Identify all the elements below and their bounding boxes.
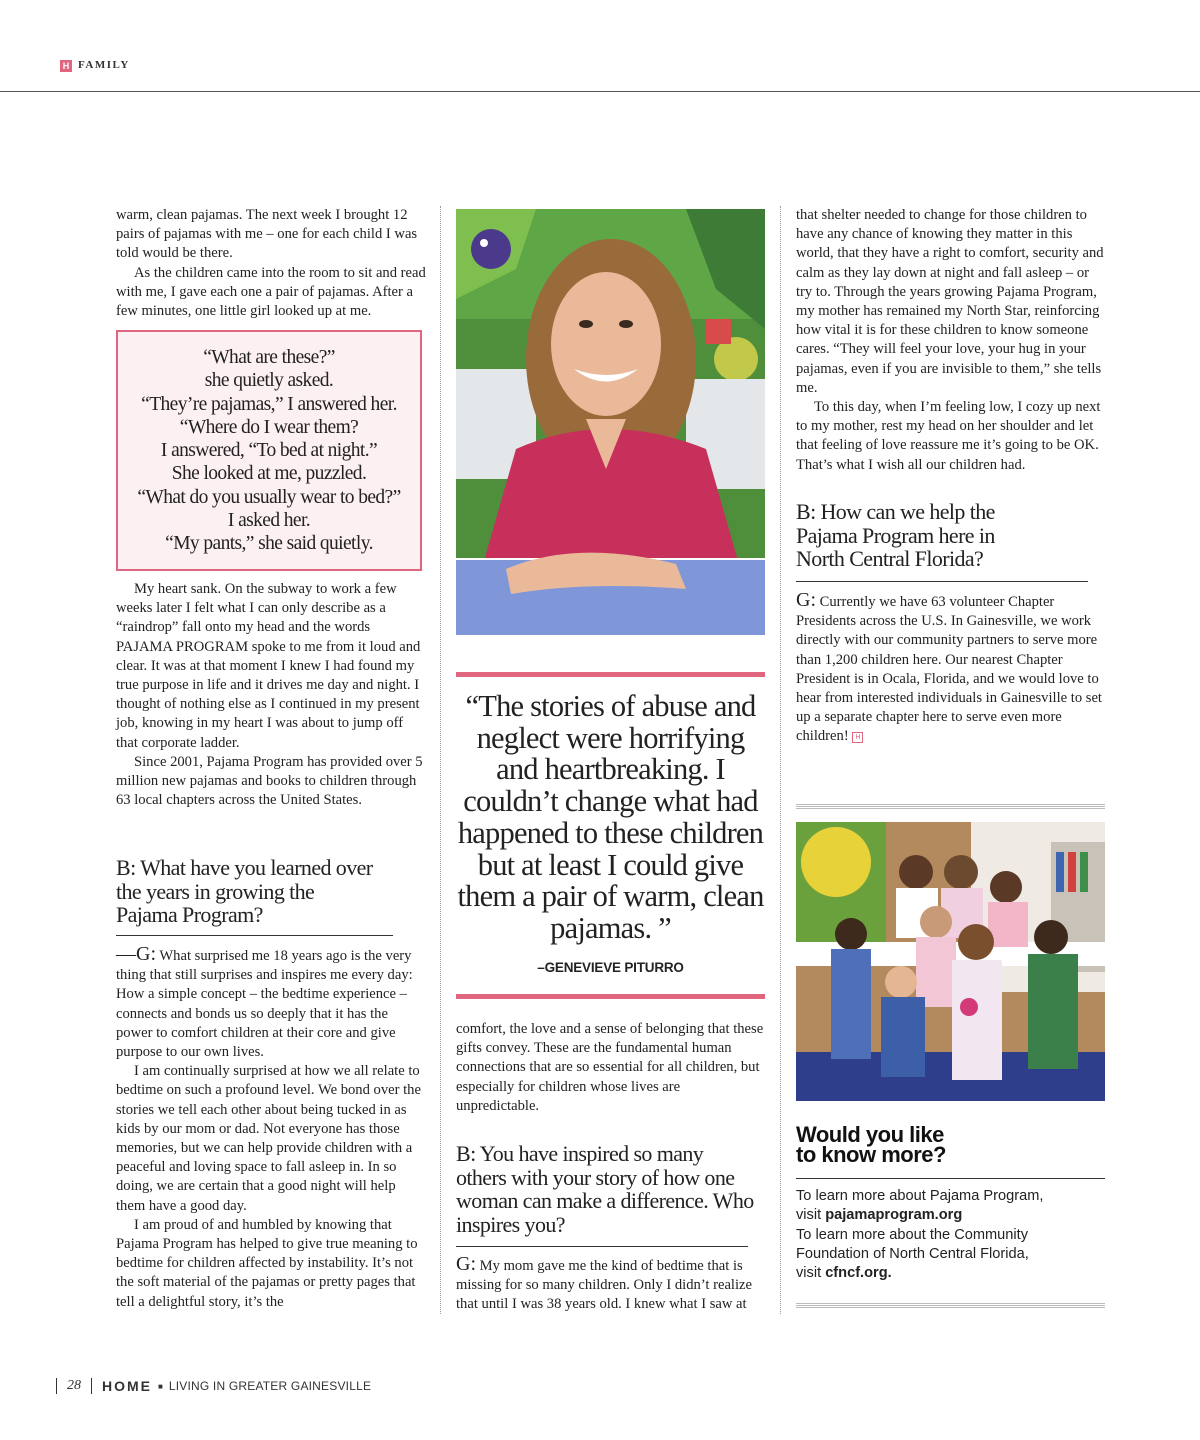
- quote-line: she quietly asked.: [204, 370, 334, 392]
- more-info-line: To learn more about Pajama Program,: [796, 1188, 1044, 1204]
- pajama-program-link[interactable]: pajamaprogram.org: [825, 1207, 963, 1224]
- more-info-line: To learn more about the Community Foundation of North Central Florida,: [796, 1226, 1029, 1262]
- end-mark-icon: H: [852, 732, 863, 743]
- quote-line: “What do you usually wear to bed?”: [137, 486, 401, 508]
- pull-quote-bottom-bar: [456, 994, 765, 999]
- magazine-name: HOME: [102, 1378, 152, 1394]
- quote-line: “What are these?”: [203, 347, 335, 368]
- section-logo-icon: H: [60, 60, 72, 72]
- portrait-photo: [456, 209, 765, 635]
- quote-line: “They’re pajamas,” I answered her.: [141, 393, 397, 415]
- column-2-answer: [456, 1255, 765, 1315]
- column-1-intro: [116, 206, 427, 321]
- answer-text: My mom gave me the kind of bedtime that is missing for so many children. Only I didn’t realize that until I was 38 years old. I knew what I saw at: [456, 1258, 753, 1313]
- page-footer: [56, 1378, 371, 1394]
- quote-line: She looked at me, puzzled.: [171, 463, 367, 485]
- more-info-title: Would you like to know more?: [796, 1122, 946, 1167]
- paragraph: I am proud of and humbled by knowing that Pajama Program has helped to give true meaning to bedtime for children affected by instability. It’s not the soft material of the pajamas or pretty pages that tell a delightful story, it’s the: [116, 1216, 418, 1310]
- answer-lead: G:: [796, 589, 816, 611]
- answer-text: Currently we have 63 volunteer Chapter Presidents across the U.S. In Gainesville, we work directly with our community partners to serve more than 1,200 children here. Our nearest Chapter President is in Ocala, Florida, and we would love to hear from interested individuals in Gainesville to set up a separate chapter here to serve even more children!: [796, 594, 1102, 745]
- page-number: 28: [67, 1378, 81, 1393]
- hatch-rule: [796, 804, 1105, 809]
- quote-line: “Where do I wear them?: [179, 416, 359, 438]
- answer-lead: G:: [456, 1253, 476, 1275]
- hatch-rule: [796, 1303, 1105, 1308]
- section-label: FAMILY: [78, 59, 130, 71]
- paragraph: Since 2001, Pajama Program has provided over 5 million new pajamas and books to children through 63 local chapters across the United States.: [116, 753, 423, 809]
- footer-separator: ■: [158, 1381, 163, 1391]
- quote-line: I answered, “To bed at night.”: [160, 440, 378, 462]
- quote-line: I asked her.: [227, 510, 311, 532]
- portrait-illustration: [456, 209, 765, 635]
- answer-text: What surprised me 18 years ago is the very thing that still surprises and inspires me every day: How a simple concept – the bedtime experience – connects and bonds us so deeply that it has the power to comfort children at their core and give purpose to our own lives.: [116, 948, 413, 1061]
- question-heading: B: You have inspired so many others with your story of how one woman can make a difference. Who inspires you?: [456, 1141, 754, 1237]
- dialogue-quote-box: [116, 330, 422, 571]
- column-2-body: [456, 1020, 765, 1116]
- children-photo: [796, 822, 1105, 1101]
- footer-bar: [91, 1378, 92, 1394]
- paragraph: I am continually surprised at how we all relate to bedtime on such a profound level. We bond over the stories we tell each other about being tucked in as kids by our mom or dad. Not everyone has those memories, but we can help provide children with a peaceful and loving space to fall asleep in. In so doing, we are certain that a good night will help them have a good day.: [116, 1063, 421, 1214]
- question-heading: B: What have you learned over the years in growing the Pajama Program?: [116, 855, 373, 927]
- column-divider: [780, 206, 781, 1314]
- pull-quote-attribution: –GENEVIEVE PITURRO: [537, 960, 684, 975]
- cfncf-link[interactable]: cfncf.org.: [825, 1265, 892, 1282]
- heading-rule: [796, 1178, 1105, 1179]
- paragraph: warm, clean pajamas. The next week I brought 12 pairs of pajamas with me – one for each child I was told would be there.: [116, 207, 418, 262]
- column-1-answer: [116, 945, 427, 1312]
- column-3-body: [796, 206, 1105, 475]
- paragraph: As the children came into the room to sit and read with me, I gave each one a pair of pajamas. After a few minutes, one little girl looked up at me.: [116, 264, 426, 320]
- question-heading: B: How can we help the Pajama Program here in North Central Florida?: [796, 499, 995, 571]
- answer-lead: —G:: [116, 943, 156, 965]
- column-divider: [440, 206, 441, 1314]
- column-3-answer: [796, 591, 1105, 747]
- children-illustration: [796, 822, 1105, 1101]
- paragraph: comfort, the love and a sense of belonging that these gifts convey. These are the fundamental human connections that are so essential for all children, but especially for children whose lives are unpredictable.: [456, 1021, 764, 1114]
- paragraph: My heart sank. On the subway to work a few weeks later I felt what I can only describe as a “raindrop” fall onto my head and the words PAJAMA PROGRAM spoke to me from it loud and clear. It was at that moment I knew I had found my true purpose in life and it drives me day and night. I thought of nothing else as I continued in my present job, knowing in my heart I was about to jump off that corporate ladder.: [116, 581, 421, 751]
- pull-quote-top-bar: [456, 672, 765, 677]
- column-1-body: [116, 580, 427, 810]
- heading-rule: [116, 935, 393, 936]
- quote-line: “My pants,” she said quietly.: [165, 533, 373, 555]
- paragraph: To this day, when I’m feeling low, I cozy up next to my mother, rest my head on her shoulder and let that feeling of love reassure me it’s going to be OK. That’s what I wish all our children had.: [796, 399, 1101, 473]
- header-rule: [0, 91, 1200, 92]
- magazine-tagline: LIVING IN GREATER GAINESVILLE: [168, 1379, 372, 1393]
- heading-rule: [796, 581, 1088, 582]
- paragraph: that shelter needed to change for those children to have any chance of knowing they matter in this world, that they have a right to comfort, security and calm as they lay down at night and fall asleep – or try to. Through the years growing Pajama Program, my mother has remained my North Star, reinforcing how vital it is for these children to know someone cares. “They will feel your love, your hug in your pajamas, even if you are invisible to them,” she tells me.: [796, 207, 1104, 396]
- more-info-text: To learn more about Pajama Program, visit pajamaprogram.org To learn more about the Community Foundation of North Central Florida, visit cfncf.org.: [796, 1187, 1105, 1283]
- heading-rule: [456, 1246, 748, 1247]
- pull-quote: “The stories of abuse and neglect were horrifying and heartbreaking. I couldn’t change what had happened to these children but at least I could give them a pair of warm, clean pajamas. ”: [457, 689, 764, 945]
- footer-bar: [56, 1378, 57, 1394]
